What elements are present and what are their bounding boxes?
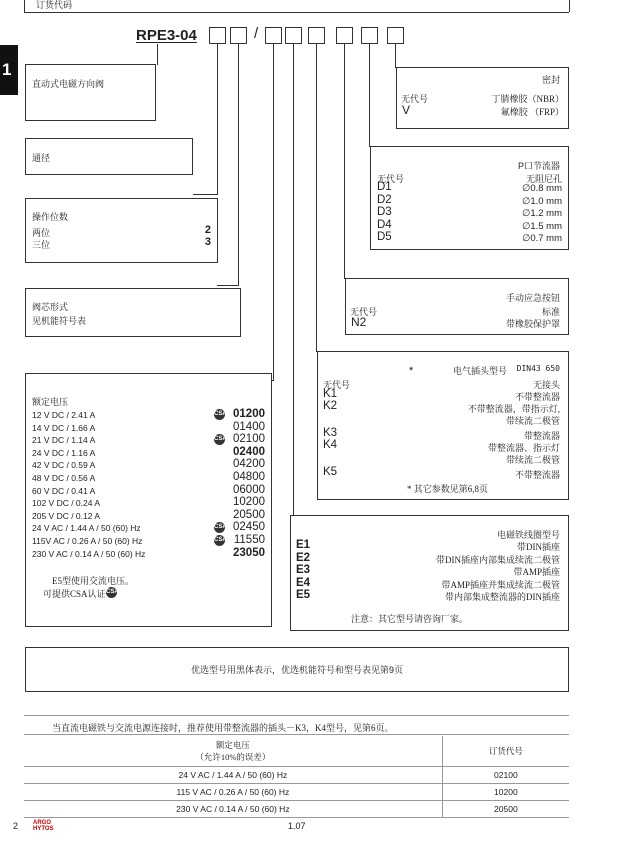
order-voltage: 24 V AC / 1.44 A / 50 (60) Hz — [24, 767, 442, 784]
coil-note: 注意：其它型号请咨询厂家。 — [351, 614, 469, 624]
recommend-note: 当直流电磁铁与交流电源连接时，推荐使用带整流器的插头－K3，K4型号，见第6页。 — [52, 723, 394, 733]
box-seal — [396, 67, 569, 129]
manual-title: 手动应急按钮 — [505, 293, 560, 303]
positions-label-2: 三位 — [32, 240, 51, 250]
orifice-desc: ∅1.5 mm — [522, 220, 562, 232]
orifice-code: D2 — [377, 193, 392, 206]
order-table-header — [24, 736, 569, 767]
csa-icon: CSA — [214, 409, 225, 420]
coil-desc: 带内部集成整流器的DIN插座 — [445, 592, 560, 602]
footer-page: 2 — [13, 821, 19, 831]
code-box-orifice — [361, 27, 378, 44]
coil-code: E1 — [296, 539, 311, 551]
order-voltage: 115 V AC / 0.26 A / 50 (60) Hz — [24, 784, 442, 801]
coil-desc: 带AMP插座 — [513, 567, 560, 577]
seal-code-2: V — [402, 103, 411, 117]
order-code: 10200 — [442, 784, 569, 801]
coil-code: E2 — [296, 551, 311, 564]
orifice-desc: ∅0.8 mm — [522, 183, 562, 194]
leader-manual — [344, 44, 345, 279]
orifice-desc: ∅1.0 mm — [522, 195, 562, 207]
voltage-label: 14 V DC / 1.66 A — [32, 422, 96, 433]
orifice-desc: ∅1.2 mm — [522, 208, 562, 219]
orifice-code: D3 — [377, 206, 392, 218]
connector-desc: 带整流器 — [523, 431, 560, 441]
orifice-code: D4 — [377, 218, 392, 231]
box-nominal — [25, 138, 193, 175]
csa-icon: CSA — [106, 587, 117, 598]
voltage-label: 24 V AC / 1.44 A / 50 (60) Hz — [32, 523, 141, 534]
coil-code: E3 — [296, 564, 311, 576]
leader-spool — [273, 44, 274, 381]
connector-desc: 无接头 — [532, 380, 560, 390]
leader-nominal — [217, 44, 218, 195]
connector-code: K1 — [323, 388, 338, 400]
voltage-note-2: 可提供CSA认证 — [43, 589, 106, 599]
voltage-label: 230 V AC / 0.14 A / 50 (60) Hz — [32, 548, 146, 559]
frame-left — [24, 0, 25, 12]
connector-code: K4 — [323, 439, 338, 451]
connector-desc: 带整流器、指示灯 — [487, 443, 560, 453]
connector-code: K2 — [323, 400, 338, 412]
leader-seal — [395, 44, 396, 68]
csa-icon: CSA — [214, 535, 225, 546]
box-manual — [345, 278, 569, 335]
coil-title: 电磁铁线圈型号 — [496, 530, 560, 540]
frame-right — [569, 0, 570, 12]
orifice-code: D5 — [377, 231, 392, 243]
connector-desc: 不带整流器，带指示灯, — [467, 404, 560, 414]
code-box-connector — [308, 27, 325, 44]
voltage-label: 12 V DC / 2.41 A — [32, 410, 96, 420]
leader-orifice — [369, 44, 370, 147]
brand-bottom: HYTOS — [33, 826, 54, 832]
connector-desc: 带续流二极管 — [505, 454, 560, 465]
orifice-title: P口节流器 — [517, 161, 560, 171]
voltage-label: 60 V DC / 0.41 A — [32, 485, 96, 496]
voltage-label: 102 V DC / 0.24 A — [32, 498, 101, 509]
table-row — [24, 801, 569, 818]
connector-code: 无代号 — [323, 380, 351, 390]
coil-desc: 带AMP插座并集成续流二极管 — [441, 579, 560, 590]
seal-desc-1: 丁腈橡胶（NBR） — [491, 94, 564, 104]
voltage-code: 10200 — [233, 496, 265, 509]
voltage-code: 11550 — [233, 534, 265, 546]
seal-desc-2: 氟橡胶 （FRP） — [500, 107, 564, 117]
orifice-code: 无代号 — [377, 174, 405, 184]
connector-code: K3 — [323, 427, 338, 439]
csa-icon: CSA — [214, 434, 225, 445]
order-header-voltage-text: 额定电压 — [215, 740, 250, 750]
manual-desc-2: 带橡胶保护罩 — [505, 319, 560, 329]
code-box-manual — [336, 27, 353, 44]
positions-title: 操作位数 — [32, 212, 69, 222]
coil-desc: 带DIN插座内部集成续流二极管 — [436, 554, 560, 565]
order-header-voltage — [24, 736, 442, 767]
box-orifice — [370, 146, 569, 250]
voltage-title: 额定电压 — [32, 397, 69, 407]
box-valve — [25, 64, 156, 121]
connector-note: * 其它参数见第6,8页 — [407, 484, 489, 494]
brand-top: ARGO — [33, 820, 51, 826]
box-preferred — [25, 647, 569, 692]
box-positions — [25, 198, 218, 263]
positions-code-2: 3 — [204, 236, 211, 248]
leader-positions — [238, 44, 239, 286]
coil-code: E4 — [296, 576, 311, 589]
connector-star: * — [409, 365, 414, 377]
voltage-label: 115V AC / 0.26 A / 50 (60) Hz — [32, 536, 143, 546]
voltage-code: 04200 — [233, 458, 265, 471]
valve-label: 直动式电磁方向阀 — [32, 79, 105, 89]
leader-valve — [157, 44, 158, 65]
code-box-seal — [387, 27, 404, 44]
voltage-label: 42 V DC / 0.59 A — [32, 460, 96, 471]
orifice-desc: 无阻尼孔 — [525, 174, 562, 184]
box-coil — [290, 515, 569, 631]
side-tab-label: 1 — [2, 60, 12, 79]
spool-title: 阀芯形式 — [32, 302, 69, 312]
code-box-nominal — [209, 27, 226, 44]
connector-desc: 不带整流器 — [514, 470, 560, 480]
header-title: 订货代码 — [36, 0, 73, 10]
brand-logo — [33, 820, 54, 832]
connector-desc: 不带整流器 — [514, 392, 560, 402]
connector-code: K5 — [323, 466, 338, 478]
order-code: 02100 — [442, 767, 569, 784]
box-connector — [317, 351, 569, 500]
preferred-note: 优选型号用黑体表示，优选机能符号和型号表见第9页 — [190, 665, 403, 675]
voltage-label: 48 V DC / 0.56 A — [32, 473, 96, 483]
box-voltage — [25, 373, 272, 627]
table-row — [24, 784, 569, 801]
order-header-code: 订货代号 — [442, 736, 569, 767]
coil-desc: 带DIN插座 — [517, 542, 560, 552]
voltage-code: 20500 — [233, 508, 265, 521]
code-box-voltage — [285, 27, 302, 44]
manual-desc-1: 标准 — [541, 307, 560, 317]
voltage-label: 205 V DC / 0.12 A — [32, 510, 101, 521]
positions-code-1: 2 — [204, 224, 211, 236]
leader-voltage — [293, 44, 294, 516]
connector-desc: 带续流二极管 — [505, 415, 560, 426]
leader-connector — [316, 44, 317, 352]
coil-code: E5 — [296, 589, 311, 601]
order-header-voltage-sub: （允许10%的误差） — [195, 752, 271, 762]
positions-label-1: 两位 — [32, 228, 51, 238]
code-box-positions — [230, 27, 247, 44]
order-voltage: 230 V AC / 0.14 A / 50 (60) Hz — [24, 801, 442, 818]
nominal-label: 通径 — [32, 153, 51, 163]
csa-icon: CSA — [214, 522, 225, 533]
order-table — [24, 736, 569, 818]
orifice-code: D1 — [377, 181, 392, 193]
footer-date: 1.07 — [288, 821, 306, 831]
voltage-label: 21 V DC / 1.14 A — [32, 435, 96, 446]
voltage-code: 01200 — [233, 408, 265, 420]
box-spool — [25, 288, 241, 337]
code-slash: / — [254, 25, 259, 42]
code-box-spool — [265, 27, 282, 44]
connector-title-std: DIN43 650 — [516, 364, 560, 373]
voltage-code: 02450 — [233, 521, 265, 534]
voltage-label: 24 V DC / 1.16 A — [32, 447, 96, 458]
manual-code-2: N2 — [351, 315, 367, 329]
header-line — [24, 12, 569, 13]
model-code: RPE3-04 — [136, 27, 197, 44]
voltage-code: 01400 — [233, 420, 265, 433]
seal-title: 密封 — [541, 75, 560, 85]
table-row — [24, 767, 569, 784]
order-code: 20500 — [442, 801, 569, 818]
voltage-code: 04800 — [233, 471, 265, 483]
connector-title: 电气插头型号 — [453, 366, 508, 376]
voltage-code: 06000 — [233, 483, 265, 496]
voltage-note-1: E5型使用交流电压。 — [52, 576, 134, 586]
spool-desc: 见机能符号表 — [32, 316, 87, 326]
orifice-desc: ∅0.7 mm — [522, 233, 562, 244]
seal-code-1: 无代号 — [401, 94, 429, 104]
voltage-code: 02400 — [233, 445, 265, 458]
voltage-code: 23050 — [233, 546, 265, 559]
voltage-code: 02100 — [233, 433, 265, 446]
manual-code-1: 无代号 — [350, 307, 378, 317]
